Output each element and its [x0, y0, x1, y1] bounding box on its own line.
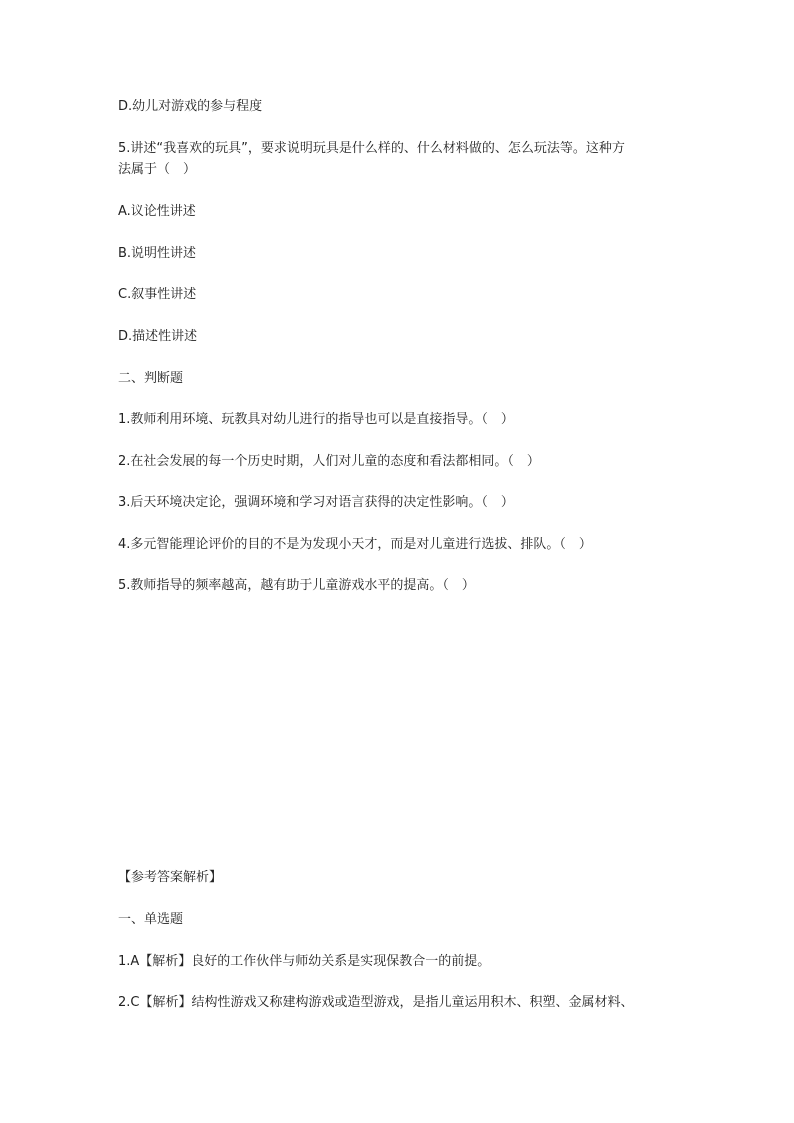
question-5-option-b: B.说明性讲述	[118, 246, 197, 261]
answer-item-2: 2.C【解析】结构性游戏又称建构游戏或造型游戏，是指儿童运用积木、积塑、金属材料、	[118, 995, 634, 1010]
question-5-stem-line-1: 5.讲述“我喜欢的玩具”，要求说明玩具是什么样的、什么材料做的、怎么玩法等。这种方	[118, 141, 625, 156]
true-false-item-1: 1.教师利用环境、玩教具对幼儿进行的指导也可以是直接指导。（ ）	[118, 412, 514, 427]
question-5-option-c: C.叙事性讲述	[118, 287, 197, 302]
true-false-item-2: 2.在社会发展的每一个历史时期，人们对儿童的态度和看法都相同。（ ）	[118, 454, 540, 469]
true-false-item-4: 4.多元智能理论评价的目的不是为发现小天才，而是对儿童进行选拔、排队。（ ）	[118, 537, 592, 552]
true-false-item-3: 3.后天环境决定论，强调环境和学习对语言获得的决定性影响。（ ）	[118, 495, 514, 510]
question-5-option-d: D.描述性讲述	[118, 329, 198, 344]
answers-title: 【参考答案解析】	[118, 870, 223, 885]
question-5-stem-line-2: 法属于（ ）	[118, 162, 197, 177]
section-title-true-false: 二、判断题	[118, 371, 184, 386]
answers-section-title: 一、单选题	[118, 912, 184, 927]
question-4-option-d: D.幼儿对游戏的参与程度	[118, 99, 263, 114]
true-false-item-5: 5.教师指导的频率越高，越有助于儿童游戏水平的提高。（ ）	[118, 578, 475, 593]
question-5-option-a: A.议论性讲述	[118, 204, 196, 219]
answer-item-1: 1.A【解析】良好的工作伙伴与师幼关系是实现保教合一的前提。	[118, 954, 491, 969]
